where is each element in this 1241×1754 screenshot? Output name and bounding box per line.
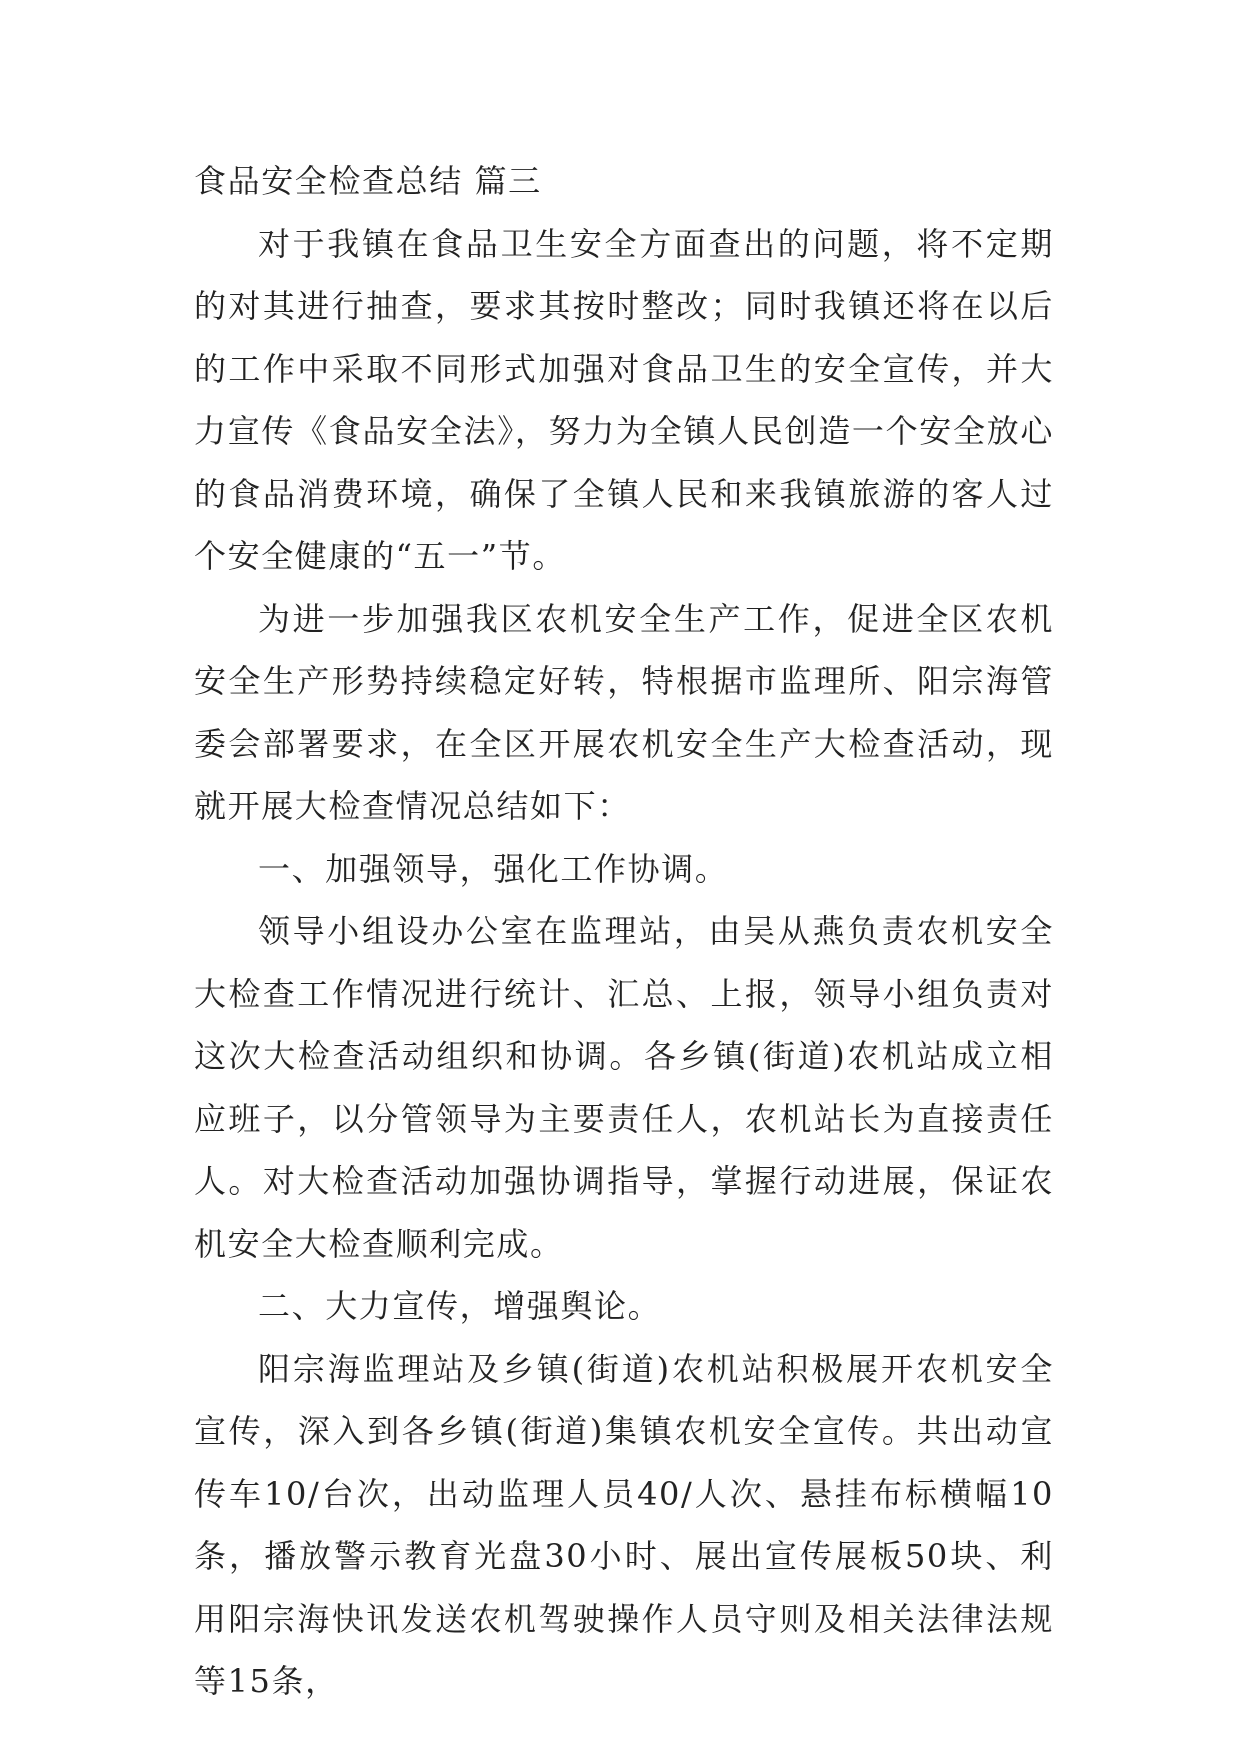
paragraph-agri-machinery-intro: 为进一步加强我区农机安全生产工作，促进全区农机安全生产形势持续稳定好转，特根据市监理所、阳宗海管委会部署要求，在全区开展农机安全生产大检查活动，现就开展大检查情况总结如下： xyxy=(194,599,1054,825)
document-body xyxy=(194,150,1054,1713)
paragraph-leadership: 领导小组设办公室在监理站，由吴从燕负责农机安全大检查工作情况进行统计、汇总、上报，领导小组负责对这次大检查活动组织和协调。各乡镇(街道)农机站成立相应班子，以分管领导为主要责任人，农机站长为直接责任人。对大检查活动加强协调指导，掌握行动进展，保证农机安全大检查顺利完成。 xyxy=(194,912,1054,1263)
section-heading-leadership: 一、加强领导，强化工作协调。 xyxy=(258,849,729,888)
paragraph-food-safety-summary: 对于我镇在食品卫生安全方面查出的问题，将不定期的对其进行抽查，要求其按时整改；同时我镇还将在以后的工作中采取不同形式加强对食品卫生的安全宣传，并大力宣传《食品安全法》，努力为全镇人民创造一个安全放心的食品消费环境，确保了全镇人民和来我镇旅游的客人过个安全健康的“五一”节。 xyxy=(194,224,1054,575)
document-title: 食品安全检查总结 篇三 xyxy=(194,162,542,200)
section-heading-publicity: 二、大力宣传，增强舆论。 xyxy=(258,1287,662,1325)
paragraph-publicity: 阳宗海监理站及乡镇(街道)农机站积极展开农机安全宣传，深入到各乡镇(街道)集镇农机安全宣传。共出动宣传车10/台次，出动监理人员40/人次、悬挂布标横幅10条，播放警示教育光盘30小时、展出宣传展板50块、利用阳宗海快讯发送农机驾驶操作人员守则及相关法律法规等15条， xyxy=(194,1349,1054,1700)
